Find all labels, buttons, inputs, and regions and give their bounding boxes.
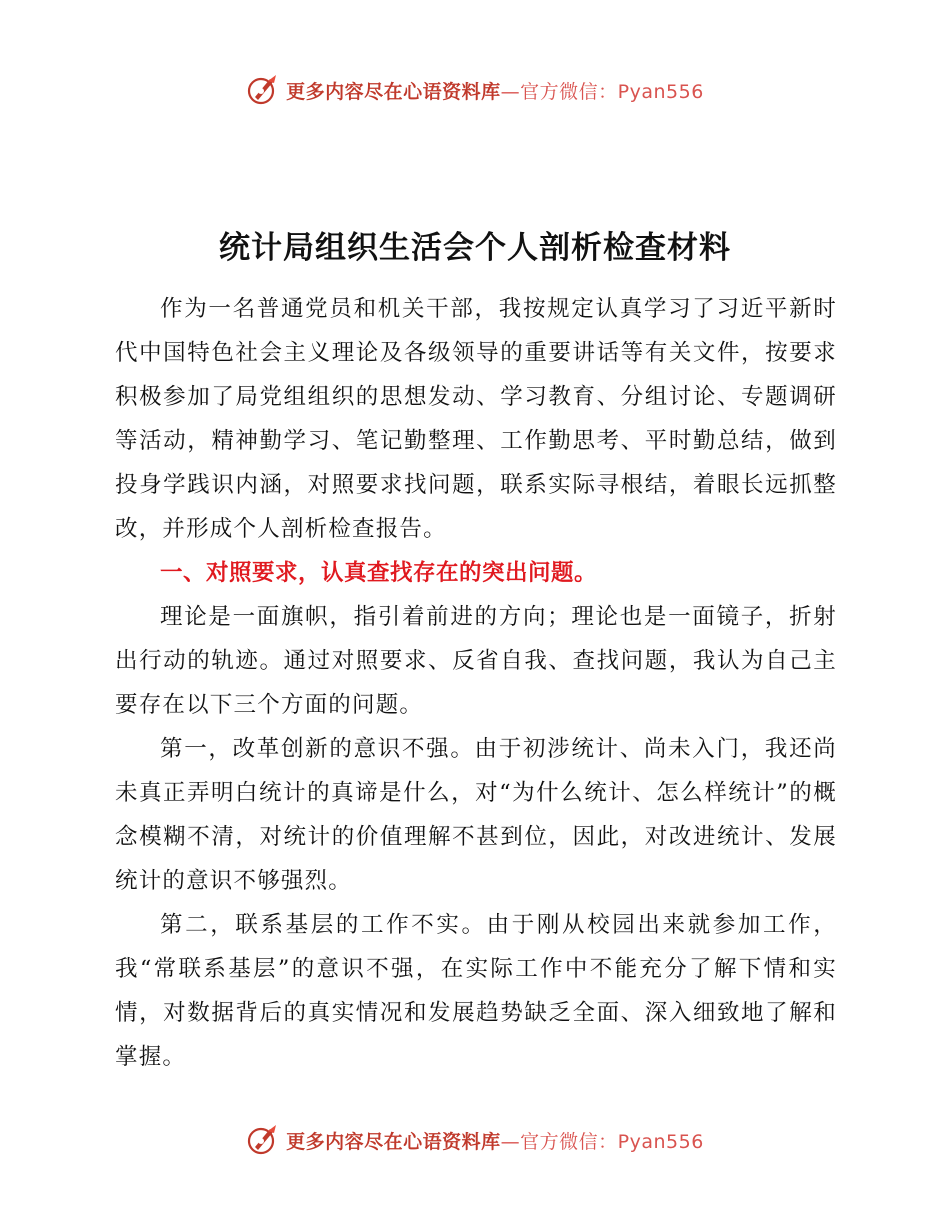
watermark-text: 更多内容尽在心语资料库—官方微信：Pyan556 <box>286 80 704 103</box>
paragraph: 理论是一面旗帜，指引着前进的方向；理论也是一面镜子，折射出行动的轨迹。通过对照要求、反省自我、查找问题，我认为自己主要存在以下三个方面的问题。 <box>115 604 837 718</box>
footer-watermark <box>0 1120 950 1160</box>
quill-pen-logo-icon <box>246 73 280 107</box>
paragraph: 作为一名普通党员和机关干部，我按规定认真学习了习近平新时代中国特色社会主义理论及各级领导的重要讲话等有关文件，按要求积极参加了局党组组织的思想发动、学习教育、分组讨论、专题调研等活动，精神勤学习、笔记勤整理、工作勤思考、平时勤总结，做到投身学践识内涵，对照要求找问题，联系实际寻根结，着眼长远抓整改，并形成个人剖析检查报告。 <box>115 296 837 542</box>
section-heading: 一、对照要求，认真查找存在的突出问题。 <box>160 560 598 586</box>
document-title: 统计局组织生活会个人剖析检查材料 <box>219 230 731 266</box>
document-body <box>115 287 837 1079</box>
header-watermark <box>0 70 950 110</box>
quill-pen-logo-icon <box>246 1123 280 1157</box>
watermark-text: 更多内容尽在心语资料库—官方微信：Pyan556 <box>286 1130 704 1153</box>
paragraph: 第一，改革创新的意识不强。由于初涉统计、尚未入门，我还尚未真正弄明白统计的真谛是什么，对“为什么统计、怎么样统计”的概念模糊不清，对统计的价值理解不甚到位，因此，对改进统计、发展统计的意识不够强烈。 <box>115 736 837 894</box>
paragraph: 第二，联系基层的工作不实。由于刚从校园出来就参加工作，我“常联系基层”的意识不强，在实际工作中不能充分了解下情和实情，对数据背后的真实情况和发展趋势缺乏全面、深入细致地了解和掌握。 <box>115 912 837 1070</box>
